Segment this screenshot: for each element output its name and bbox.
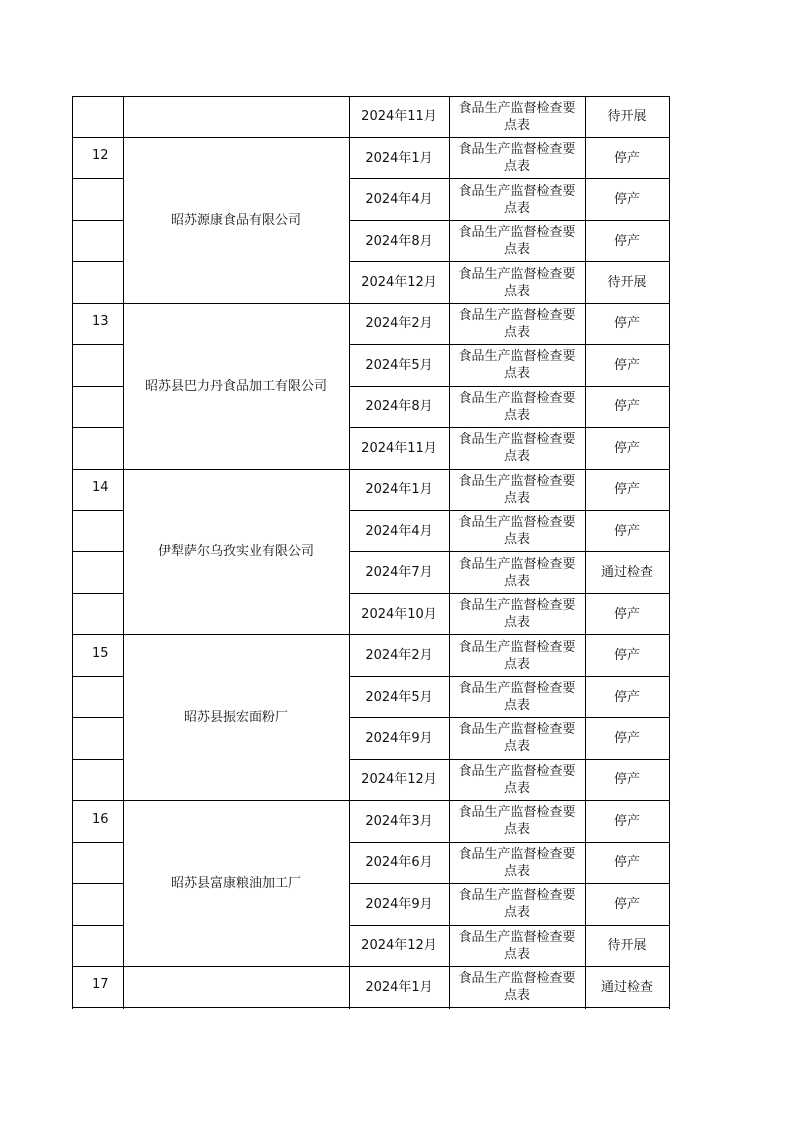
table-horizontal-line (72, 925, 123, 926)
status-cell: 停产 (613, 730, 640, 746)
inspection-date-cell: 2024年8月 (365, 233, 433, 249)
status-cell: 停产 (613, 689, 640, 705)
form-name-cell: 食品生产监督检查要点表 (458, 390, 576, 423)
company-name-cell: 昭苏县巴力丹食品加工有限公司 (144, 378, 327, 394)
form-name-cell: 食品生产监督检查要点表 (458, 225, 576, 258)
status-cell: 停产 (613, 772, 640, 788)
table-vertical-line (72, 96, 73, 1009)
status-cell: 停产 (613, 192, 640, 208)
table-vertical-line (123, 96, 124, 1009)
row-number-cell: 16 (92, 811, 109, 827)
status-cell: 停产 (613, 150, 640, 166)
inspection-date-cell: 2024年11月 (361, 109, 437, 125)
form-name-cell: 食品生产监督检查要点表 (458, 639, 576, 672)
company-name-cell: 伊犁萨尔乌孜实业有限公司 (157, 544, 314, 560)
status-cell: 待开展 (607, 275, 647, 291)
table-horizontal-line (349, 883, 670, 884)
inspection-date-cell: 2024年6月 (365, 855, 433, 871)
form-name-cell: 食品生产监督检查要点表 (458, 929, 576, 962)
table-horizontal-line (349, 925, 670, 926)
table-horizontal-line (349, 717, 670, 718)
table-horizontal-line (72, 800, 670, 801)
status-cell: 停产 (613, 606, 640, 622)
table-horizontal-line (349, 842, 670, 843)
row-number-cell: 12 (92, 148, 109, 164)
table-horizontal-line (72, 220, 123, 221)
form-name-cell: 食品生产监督检查要点表 (458, 556, 576, 589)
inspection-date-cell: 2024年11月 (361, 440, 437, 456)
inspection-date-cell: 2024年12月 (361, 772, 437, 788)
row-number-cell (72, 96, 123, 137)
inspection-date-cell: 2024年1月 (365, 150, 433, 166)
company-name-cell: 昭苏县振宏面粉厂 (183, 710, 288, 726)
status-cell: 通过检查 (600, 979, 653, 995)
row-number-cell (72, 428, 123, 469)
table-horizontal-line (72, 386, 123, 387)
inspection-date-cell: 2024年9月 (365, 730, 433, 746)
status-cell: 停产 (613, 316, 640, 332)
table-vertical-line (349, 96, 350, 1009)
row-number-cell (72, 676, 123, 717)
form-name-cell: 食品生产监督检查要点表 (458, 763, 576, 796)
form-name-cell: 食品生产监督检查要点表 (458, 805, 576, 838)
table-horizontal-line (349, 676, 670, 677)
inspection-date-cell: 2024年4月 (365, 192, 433, 208)
form-name-cell: 食品生产监督检查要点表 (458, 183, 576, 216)
inspection-date-cell: 2024年12月 (361, 938, 437, 954)
table-vertical-line (669, 96, 670, 1009)
company-name-cell: 昭苏县富康粮油加工厂 (170, 876, 301, 892)
table-horizontal-line (72, 759, 123, 760)
status-cell: 停产 (613, 523, 640, 539)
form-name-cell: 食品生产监督检查要点表 (458, 681, 576, 714)
table-vertical-line (585, 96, 586, 1009)
row-number-cell (72, 262, 123, 303)
table-horizontal-line (72, 427, 123, 428)
status-cell: 停产 (613, 357, 640, 373)
table-horizontal-line (72, 717, 123, 718)
table-horizontal-line (349, 427, 670, 428)
table-horizontal-line (349, 344, 670, 345)
table-horizontal-line (72, 303, 670, 304)
form-name-cell: 食品生产监督检查要点表 (458, 100, 576, 133)
row-number-cell (72, 842, 123, 883)
form-name-cell: 食品生产监督检查要点表 (458, 266, 576, 299)
table-horizontal-line (349, 220, 670, 221)
status-cell: 停产 (613, 482, 640, 498)
row-number-cell (72, 884, 123, 925)
inspection-date-cell: 2024年1月 (365, 482, 433, 498)
table-vertical-line (449, 96, 450, 1009)
inspection-date-cell: 2024年2月 (365, 316, 433, 332)
status-cell: 停产 (613, 399, 640, 415)
table-horizontal-line (72, 510, 123, 511)
form-name-cell: 食品生产监督检查要点表 (458, 971, 576, 1004)
table-horizontal-line (72, 137, 670, 138)
table-horizontal-line (72, 261, 123, 262)
form-name-cell: 食品生产监督检查要点表 (458, 846, 576, 879)
form-name-cell: 食品生产监督检查要点表 (458, 598, 576, 631)
inspection-date-cell: 2024年10月 (361, 606, 437, 622)
table-horizontal-line (72, 676, 123, 677)
form-name-cell: 食品生产监督检查要点表 (458, 349, 576, 382)
form-name-cell: 食品生产监督检查要点表 (458, 307, 576, 340)
form-name-cell: 食品生产监督检查要点表 (458, 473, 576, 506)
row-number-cell (72, 220, 123, 261)
status-cell: 停产 (613, 648, 640, 664)
status-cell: 停产 (613, 855, 640, 871)
inspection-date-cell: 2024年5月 (365, 689, 433, 705)
status-cell: 待开展 (607, 938, 647, 954)
table-horizontal-line (72, 966, 670, 967)
table-horizontal-line (349, 510, 670, 511)
company-name-cell (123, 96, 349, 137)
inspection-date-cell: 2024年1月 (365, 979, 433, 995)
inspection-date-cell: 2024年8月 (365, 399, 433, 415)
inspection-date-cell: 2024年3月 (365, 813, 433, 829)
status-cell: 停产 (613, 813, 640, 829)
row-number-cell (72, 552, 123, 593)
form-name-cell: 食品生产监督检查要点表 (458, 432, 576, 465)
row-number-cell (72, 511, 123, 552)
table-horizontal-line (72, 178, 123, 179)
form-name-cell: 食品生产监督检查要点表 (458, 722, 576, 755)
inspection-date-cell: 2024年12月 (361, 275, 437, 291)
row-number-cell (72, 386, 123, 427)
table-horizontal-line (72, 1007, 670, 1008)
row-number-cell (72, 718, 123, 759)
table-horizontal-line (72, 469, 670, 470)
row-number-cell (72, 759, 123, 800)
form-name-cell: 食品生产监督检查要点表 (458, 888, 576, 921)
table-horizontal-line (72, 842, 123, 843)
form-name-cell: 食品生产监督检查要点表 (458, 515, 576, 548)
form-name-cell: 食品生产监督检查要点表 (458, 142, 576, 175)
table-horizontal-line (72, 96, 670, 97)
table-horizontal-line (349, 593, 670, 594)
table-horizontal-line (72, 344, 123, 345)
row-number-cell (72, 179, 123, 220)
table-horizontal-line (349, 261, 670, 262)
row-number-cell: 17 (92, 977, 109, 993)
table-horizontal-line (349, 759, 670, 760)
status-cell: 通过检查 (600, 565, 653, 581)
table-horizontal-line (349, 551, 670, 552)
inspection-date-cell: 2024年2月 (365, 648, 433, 664)
inspection-date-cell: 2024年5月 (365, 357, 433, 373)
table-horizontal-line (72, 593, 123, 594)
company-name-cell (123, 966, 349, 1007)
row-number-cell (72, 593, 123, 634)
row-number-cell (72, 345, 123, 386)
row-number-cell: 15 (92, 645, 109, 661)
status-cell: 待开展 (607, 109, 647, 125)
table-horizontal-line (72, 634, 670, 635)
table-horizontal-line (349, 386, 670, 387)
table-horizontal-line (72, 883, 123, 884)
inspection-date-cell: 2024年7月 (365, 565, 433, 581)
table-horizontal-line (72, 551, 123, 552)
company-name-cell: 昭苏源康食品有限公司 (170, 212, 301, 228)
status-cell: 停产 (613, 440, 640, 456)
status-cell: 停产 (613, 233, 640, 249)
row-number-cell (72, 925, 123, 966)
row-number-cell: 14 (92, 480, 109, 496)
status-cell: 停产 (613, 896, 640, 912)
inspection-date-cell: 2024年9月 (365, 896, 433, 912)
row-number-cell: 13 (92, 314, 109, 330)
table-horizontal-line (349, 178, 670, 179)
inspection-date-cell: 2024年4月 (365, 523, 433, 539)
